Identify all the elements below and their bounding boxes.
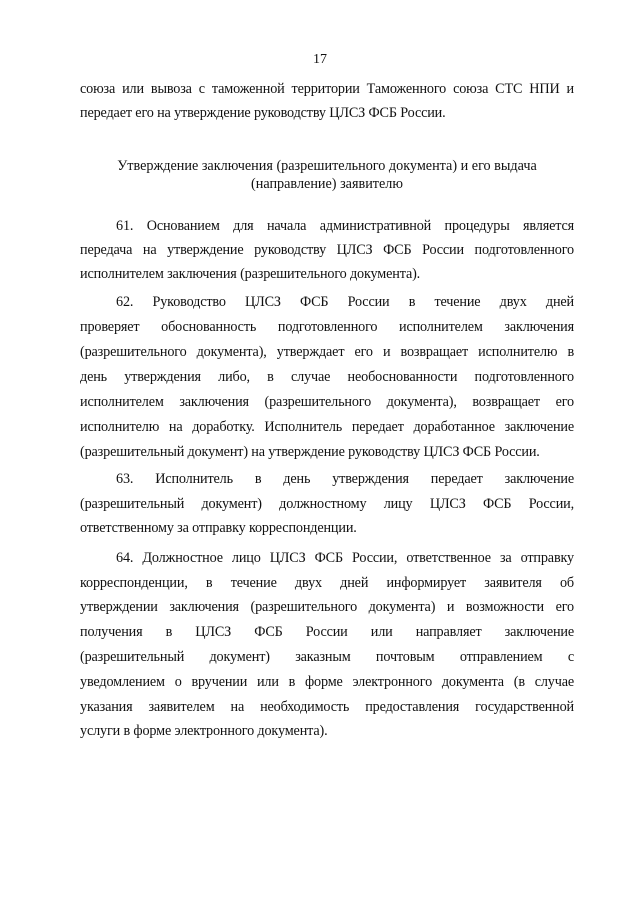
paragraph-62-line: проверяет обоснованность подготовленного исполнителем заключения xyxy=(80,319,574,335)
paragraph-62-line: день утверждения либо, в случае необоснованности подготовленного xyxy=(80,369,574,385)
section-heading-line: Утверждение заключения (разрешительного документа) и его выдача xyxy=(117,158,537,174)
paragraph-64-line: (разрешительный документ) заказным почтовым отправлением с xyxy=(80,649,574,665)
paragraph-62-line: исполнителем заключения (разрешительного документа), возвращает его xyxy=(80,394,574,410)
paragraph-62-line: (разрешительного документа), утверждает его и возвращает исполнителю в xyxy=(80,344,574,360)
paragraph-61-line: передача на утверждение руководству ЦЛСЗ ФСБ России подготовленного xyxy=(80,242,574,258)
page-number: 17 xyxy=(313,52,327,67)
section-heading-line: (направление) заявителю xyxy=(251,176,403,192)
paragraph-64-line: 64. Должностное лицо ЦЛСЗ ФСБ России, ответственное за отправку xyxy=(116,550,574,566)
paragraph-63-line: ответственному за отправку корреспонденции. xyxy=(80,520,357,536)
paragraph-64-line: услуги в форме электронного документа). xyxy=(80,723,328,739)
paragraph-63-line: (разрешительный документ) должностному лицу ЦЛСЗ ФСБ России, xyxy=(80,496,574,512)
paragraph-61-line: исполнителем заключения (разрешительного документа). xyxy=(80,266,421,282)
paragraph-61-line: 61. Основанием для начала административной процедуры является xyxy=(116,218,574,234)
paragraph-64-line: получения в ЦЛСЗ ФСБ России или направляет заключение xyxy=(80,624,574,640)
paragraph-64-line: уведомлением о вручении или в форме электронного документа (в случае xyxy=(80,674,574,690)
paragraph-62-line: исполнителю на доработку. Исполнитель передает доработанное заключение xyxy=(80,419,574,435)
paragraph-64-line: указания заявителем на необходимость предоставления государственной xyxy=(80,699,574,715)
paragraph-62-line: (разрешительный документ) на утверждение руководству ЦЛСЗ ФСБ России. xyxy=(80,444,540,460)
paragraph-64-line: утверждении заключения (разрешительного документа) и возможности его xyxy=(80,599,574,615)
continuation-line: передает его на утверждение руководству ЦЛСЗ ФСБ России. xyxy=(80,105,446,121)
paragraph-63-line: 63. Исполнитель в день утверждения передает заключение xyxy=(116,471,574,487)
paragraph-64-line: корреспонденции, в течение двух дней информирует заявителя об xyxy=(80,575,574,591)
continuation-line: союза или вывоза с таможенной территории Таможенного союза СТС НПИ и xyxy=(80,81,574,97)
paragraph-62-line: 62. Руководство ЦЛСЗ ФСБ России в течение двух дней xyxy=(116,294,574,310)
